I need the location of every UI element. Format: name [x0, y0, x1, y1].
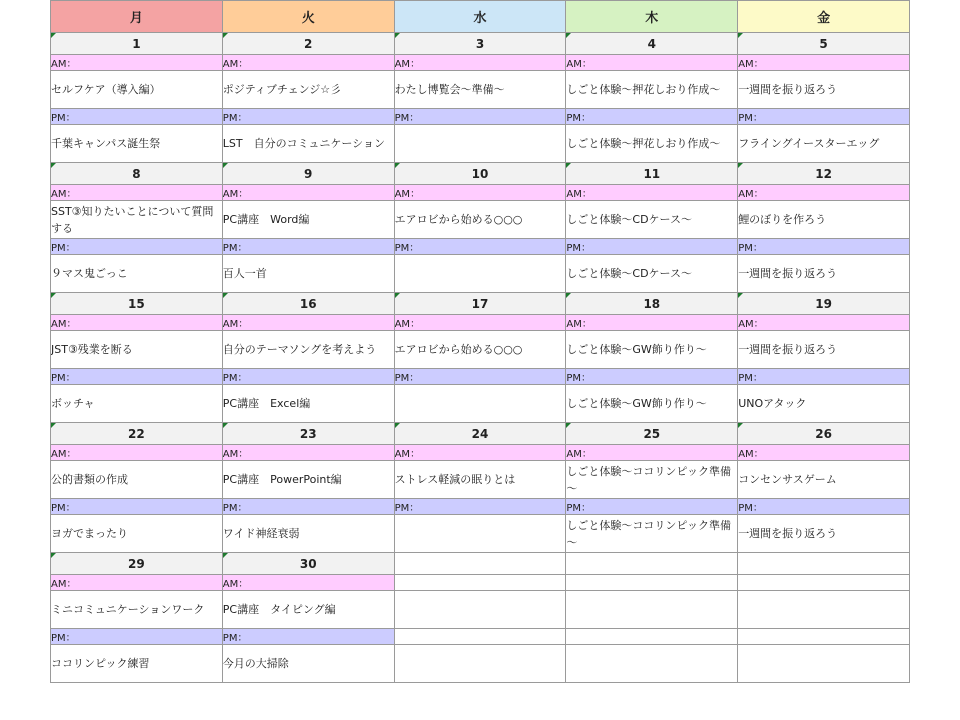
am-label: AM：	[738, 445, 910, 461]
am-activity: 一週間を振り返ろう	[738, 71, 910, 109]
empty-cell	[738, 575, 910, 591]
pm-label: PM：	[51, 109, 223, 125]
am-label: AM：	[566, 445, 738, 461]
am-label: AM：	[222, 445, 394, 461]
am-label: AM：	[222, 185, 394, 201]
empty-cell	[566, 645, 738, 683]
weekday-header: 水	[394, 1, 566, 33]
am-label-row	[51, 575, 910, 591]
am-activity-row	[51, 71, 910, 109]
pm-label: PM：	[222, 629, 394, 645]
cell-corner-marker	[566, 163, 571, 168]
am-activity: エアロビから始める○○○	[394, 331, 566, 369]
date-cell	[51, 33, 223, 55]
am-label-row	[51, 55, 910, 71]
pm-label: PM：	[738, 499, 910, 515]
am-label: AM：	[394, 445, 566, 461]
cell-corner-marker	[738, 33, 743, 38]
empty-cell	[394, 591, 566, 629]
date-row	[51, 423, 910, 445]
am-label: AM：	[738, 315, 910, 331]
am-label: AM：	[566, 185, 738, 201]
weekday-header: 金	[738, 1, 910, 33]
date-number: 24	[471, 426, 489, 441]
pm-label: PM：	[738, 369, 910, 385]
am-activity: SST③知りたいことについて質問する	[51, 201, 223, 239]
date-cell	[222, 33, 394, 55]
pm-label: PM：	[394, 369, 566, 385]
cell-corner-marker	[223, 33, 228, 38]
pm-label-row	[51, 629, 910, 645]
am-activity: ストレス軽減の眠りとは	[394, 461, 566, 499]
am-label-row	[51, 315, 910, 331]
pm-label: PM：	[738, 109, 910, 125]
date-cell	[51, 293, 223, 315]
empty-date-cell	[738, 553, 910, 575]
pm-label: PM：	[222, 499, 394, 515]
date-number: 12	[815, 166, 832, 181]
am-activity-row	[51, 331, 910, 369]
cell-corner-marker	[395, 423, 400, 428]
pm-label: PM：	[51, 629, 223, 645]
empty-cell	[394, 629, 566, 645]
am-activity: JST③残業を断る	[51, 331, 223, 369]
cell-corner-marker	[738, 293, 743, 298]
pm-activity: ヨガでまったり	[51, 515, 223, 553]
date-number: 26	[815, 426, 832, 441]
pm-activity: しごと体験～CDケース～	[566, 255, 738, 293]
pm-activity: しごと体験～ココリンピック準備～	[566, 515, 738, 553]
pm-activity-row	[51, 645, 910, 683]
pm-label: PM：	[394, 239, 566, 255]
date-number: 5	[819, 36, 828, 51]
pm-label: PM：	[566, 239, 738, 255]
am-label: AM：	[738, 55, 910, 71]
pm-label: PM：	[394, 499, 566, 515]
empty-cell	[566, 629, 738, 645]
am-activity-row	[51, 591, 910, 629]
pm-activity: ワイド神経衰弱	[222, 515, 394, 553]
am-label: AM：	[222, 315, 394, 331]
date-cell	[394, 293, 566, 315]
weekday-header: 火	[222, 1, 394, 33]
date-cell	[394, 33, 566, 55]
am-label: AM：	[566, 315, 738, 331]
pm-label: PM：	[566, 109, 738, 125]
am-activity-row	[51, 461, 910, 499]
date-cell	[566, 163, 738, 185]
date-cell	[51, 163, 223, 185]
cell-corner-marker	[223, 423, 228, 428]
date-number: 16	[299, 296, 317, 311]
cell-corner-marker	[566, 423, 571, 428]
empty-date-cell	[566, 553, 738, 575]
date-number: 25	[643, 426, 661, 441]
empty-cell	[738, 591, 910, 629]
pm-label: PM：	[51, 239, 223, 255]
pm-activity: 今月の大掃除	[222, 645, 394, 683]
date-number: 18	[643, 296, 661, 311]
date-number: 29	[128, 556, 145, 571]
am-label: AM：	[51, 185, 223, 201]
cell-corner-marker	[738, 163, 743, 168]
am-label-row	[51, 445, 910, 461]
date-number: 9	[304, 166, 313, 181]
cell-corner-marker	[395, 293, 400, 298]
am-label: AM：	[222, 55, 394, 71]
empty-cell	[738, 629, 910, 645]
am-label: AM：	[394, 55, 566, 71]
pm-activity: 百人一首	[222, 255, 394, 293]
date-cell	[51, 423, 223, 445]
cell-corner-marker	[51, 423, 56, 428]
date-cell	[566, 293, 738, 315]
pm-label: PM：	[222, 239, 394, 255]
pm-label: PM：	[394, 109, 566, 125]
empty-cell	[566, 591, 738, 629]
am-activity: セルフケア（導入編）	[51, 71, 223, 109]
pm-activity	[394, 385, 566, 423]
weekday-header: 木	[566, 1, 738, 33]
am-label-row	[51, 185, 910, 201]
pm-activity: ９マス鬼ごっこ	[51, 255, 223, 293]
pm-activity	[394, 125, 566, 163]
date-number: 4	[647, 36, 656, 51]
pm-label-row	[51, 369, 910, 385]
am-activity: わたし博覧会～準備～	[394, 71, 566, 109]
am-activity: 自分のテーマソングを考えよう	[222, 331, 394, 369]
am-label: AM：	[51, 445, 223, 461]
am-label: AM：	[51, 315, 223, 331]
cell-corner-marker	[51, 293, 56, 298]
pm-activity-row	[51, 125, 910, 163]
date-cell	[738, 423, 910, 445]
date-number: 2	[304, 36, 313, 51]
date-number: 23	[299, 426, 317, 441]
am-label: AM：	[738, 185, 910, 201]
am-activity: しごと体験～押花しおり作成～	[566, 71, 738, 109]
date-number: 8	[132, 166, 141, 181]
cell-corner-marker	[223, 553, 228, 558]
am-activity: コンセンサスゲーム	[738, 461, 910, 499]
pm-activity-row	[51, 385, 910, 423]
am-activity: PC講座 Word編	[222, 201, 394, 239]
pm-activity: ボッチャ	[51, 385, 223, 423]
am-activity: 鯉のぼりを作ろう	[738, 201, 910, 239]
date-cell	[222, 423, 394, 445]
empty-date-cell	[394, 553, 566, 575]
am-label: AM：	[51, 575, 223, 591]
pm-activity: 一週間を振り返ろう	[738, 515, 910, 553]
date-number: 15	[128, 296, 145, 311]
pm-label: PM：	[566, 369, 738, 385]
am-activity: しごと体験～GW飾り作り～	[566, 331, 738, 369]
date-cell	[394, 423, 566, 445]
am-activity: しごと体験～CDケース～	[566, 201, 738, 239]
pm-activity: しごと体験～押花しおり作成～	[566, 125, 738, 163]
am-activity: しごと体験～ココリンピック準備～	[566, 461, 738, 499]
pm-activity	[394, 515, 566, 553]
weekday-header-row	[51, 1, 910, 33]
date-cell	[566, 33, 738, 55]
pm-activity: ココリンピック練習	[51, 645, 223, 683]
am-activity: 公的書類の作成	[51, 461, 223, 499]
am-activity: PC講座 PowerPoint編	[222, 461, 394, 499]
empty-cell	[394, 645, 566, 683]
date-row	[51, 163, 910, 185]
date-number: 11	[643, 166, 661, 181]
date-number: 22	[128, 426, 145, 441]
cell-corner-marker	[51, 163, 56, 168]
pm-activity: PC講座 Excel編	[222, 385, 394, 423]
cell-corner-marker	[566, 293, 571, 298]
empty-cell	[566, 575, 738, 591]
date-cell	[222, 553, 394, 575]
pm-activity-row	[51, 515, 910, 553]
am-activity: ポジティブチェンジ☆彡	[222, 71, 394, 109]
pm-activity	[394, 255, 566, 293]
am-activity: ミニコミュニケーションワーク	[51, 591, 223, 629]
cell-corner-marker	[395, 33, 400, 38]
pm-label: PM：	[51, 499, 223, 515]
cell-corner-marker	[223, 163, 228, 168]
am-label: AM：	[51, 55, 223, 71]
am-activity: エアロビから始める○○○	[394, 201, 566, 239]
am-label: AM：	[394, 185, 566, 201]
empty-cell	[394, 575, 566, 591]
pm-activity: 千葉キャンパス誕生祭	[51, 125, 223, 163]
am-label: AM：	[566, 55, 738, 71]
date-cell	[222, 293, 394, 315]
date-cell	[738, 163, 910, 185]
pm-label: PM：	[51, 369, 223, 385]
cell-corner-marker	[738, 423, 743, 428]
am-label: AM：	[222, 575, 394, 591]
pm-label: PM：	[566, 499, 738, 515]
date-cell	[566, 423, 738, 445]
date-cell	[394, 163, 566, 185]
date-cell	[51, 553, 223, 575]
pm-activity-row	[51, 255, 910, 293]
cell-corner-marker	[395, 163, 400, 168]
pm-label-row	[51, 239, 910, 255]
weekday-header: 月	[51, 1, 223, 33]
pm-activity: フライングイースターエッグ	[738, 125, 910, 163]
pm-label: PM：	[222, 369, 394, 385]
cell-corner-marker	[51, 553, 56, 558]
date-number: 3	[475, 36, 485, 51]
date-row	[51, 33, 910, 55]
am-label: AM：	[394, 315, 566, 331]
pm-activity: しごと体験～GW飾り作り～	[566, 385, 738, 423]
pm-label-row	[51, 109, 910, 125]
date-cell	[222, 163, 394, 185]
pm-label-row	[51, 499, 910, 515]
pm-activity: UNOアタック	[738, 385, 910, 423]
date-number: 30	[299, 556, 317, 571]
cell-corner-marker	[51, 33, 56, 38]
date-number: 17	[471, 296, 489, 311]
pm-label: PM：	[738, 239, 910, 255]
date-cell	[738, 33, 910, 55]
date-row	[51, 293, 910, 315]
empty-cell	[738, 645, 910, 683]
date-cell	[738, 293, 910, 315]
date-number: 19	[815, 296, 832, 311]
cell-corner-marker	[566, 33, 571, 38]
am-activity: PC講座 タイピング編	[222, 591, 394, 629]
am-activity: 一週間を振り返ろう	[738, 331, 910, 369]
pm-activity: LST 自分のコミュニケーション	[222, 125, 394, 163]
pm-label: PM：	[222, 109, 394, 125]
am-activity-row	[51, 201, 910, 239]
date-number: 1	[132, 36, 141, 51]
cell-corner-marker	[223, 293, 228, 298]
date-row	[51, 553, 910, 575]
date-number: 10	[471, 166, 489, 181]
pm-activity: 一週間を振り返ろう	[738, 255, 910, 293]
monthly-schedule-table	[50, 0, 910, 683]
